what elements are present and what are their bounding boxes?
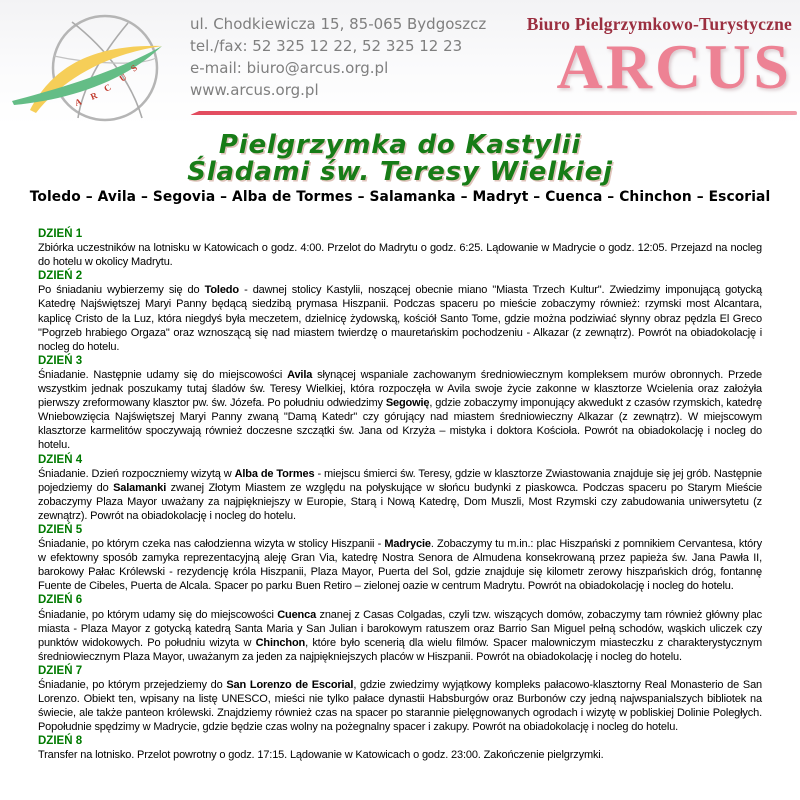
description-text: - dawnej stolicy Kastylii, noszącej obecnie miano "Miasta Trzech Kultur". Zwiedzimy imponującą gotycką Katedrę Najświętszej Maryi Panny będącą siedzibą prymasa Hiszpanii. Podczas spaceru po mieście zobaczymy również: rzymski most Alcantara, kaplicę Cristo de la Luz, która niegdyś była meczetem, dzielnicę żydowską, kościół Santo Tome, gdzie można podziwiać słynny obraz pędzla El Greco "Pogrzeb hrabiego Orgaza" oraz wznoszącą się nad miastem twierdzę o mauretańskim pochodzeniu - Alkazar (z zewnątrz). Powrót na obiadokolację i nocleg do hotelu. <box>38 284 763 353</box>
description-text: Zbiórka uczestników na lotnisku w Katowicach o godz. 4:00. Przelot do Madrytu o godz. 6:25. Lądowanie w Madrycie o godz. 12:05. Przejazd na nocleg do hotelu w okolicy Madrytu. <box>38 242 762 269</box>
contact-phone: tel./fax: 52 325 12 22, 52 325 12 23 <box>190 37 463 55</box>
page-title-line1: Pielgrzymka do Kastylii <box>218 130 582 160</box>
logo-letter-a: A <box>73 96 83 108</box>
logo-letter-s: S <box>128 62 140 74</box>
header-divider <box>190 111 797 115</box>
day-block <box>38 227 762 269</box>
highlighted-place: Toledo <box>204 284 239 297</box>
day-block <box>38 453 762 523</box>
highlighted-place: San Lorenzo de Escorial <box>226 679 354 691</box>
highlighted-place: Salamanki <box>113 481 167 494</box>
day-block <box>38 734 762 762</box>
day-label: DZIEŃ 6 <box>38 594 83 607</box>
contact-website: www.arcus.org.pl <box>190 81 319 99</box>
day-label: DZIEŃ 8 <box>38 735 83 748</box>
contact-info <box>190 13 486 101</box>
highlighted-place: Cuenca <box>277 608 317 621</box>
day-label: DZIEŃ 7 <box>38 664 83 677</box>
logo-letter-u: U <box>117 71 129 84</box>
route-line: Toledo – Avila – Segovia – Alba de Tormes – Salamanka – Madryt – Cuenca – Chinchon – Escorial <box>29 189 771 205</box>
highlighted-place: Madrycie <box>384 538 431 551</box>
contact-address: ul. Chodkiewicza 15, 85-065 Bydgoszcz <box>190 15 487 33</box>
day-label: DZIEŃ 5 <box>38 523 83 536</box>
day-description <box>38 537 762 593</box>
day-description <box>38 241 762 269</box>
description-text: , które było scenerią dla wielu filmów. Spacer malowniczym miasteczku z charakterystycznym średniowiecznym Plaza Mayor, uważanym za jeden za najpiękniejszych placów w Hiszpanii. Powrót na obiadokolację i nocleg do hotelu. <box>38 636 762 663</box>
page-title-line2: Śladami św. Teresy Wielkiej <box>187 157 613 187</box>
logo-letter-c: C <box>102 81 113 94</box>
description-text: znanej z Casas Colgadas, czyli tzw. wiszących domów, zobaczymy tam również główny plac miasta - Plaza Mayor z gotycką katedrą Santa Maria y San Julian i barokowym ratuszem oraz Barrio San Miguel pełną schodów, wąskich uliczek czy punktów widokowych. Po południu wizyta w <box>38 608 762 649</box>
highlighted-place: Alba de Tormes <box>234 467 315 480</box>
title-block <box>0 132 800 205</box>
highlighted-place: Segowię <box>385 397 430 410</box>
highlighted-place: Avila <box>287 368 313 381</box>
description-text: Śniadanie, po którym przejedziemy do <box>38 679 227 691</box>
description-text: Transfer na lotnisko. Przelot powrotny o godz. 17:15. Lądowanie w Katowicach o godz. 23:00. Zakończenie pielgrzymki. <box>38 749 604 762</box>
contact-email: e-mail: biuro@arcus.org.pl <box>190 59 389 77</box>
description-text: zwanej Złotym Miastem ze względu na połyskujące w słońcu budynki z piaskowca. Podczas spaceru po Starym Mieście zobaczymy Plaza Mayor uważany za najpiękniejszy w Europie, Starą i Nową Katedrę, Dom Muszli, Most Rzymski czy zabudowania uniwersytetu (z zewnątrz). Powrót na obiadokolację i nocleg do hotelu. <box>38 481 762 522</box>
description-text: - miejscu śmierci św. Teresy, gdzie w klasztorze Zwiastowania znajduje się jej grób. Następnie pojedziemy do <box>38 467 763 494</box>
day-description <box>38 467 762 523</box>
globe-logo-icon <box>10 6 178 128</box>
day-block <box>38 664 762 734</box>
brand-tagline: Biuro Pielgrzymkowo-Turystyczne <box>526 14 792 34</box>
description-text: Śniadanie, po którym czeka nas całodzienna wizyta w stolicy Hiszpanii - <box>38 538 385 551</box>
day-block <box>38 593 762 663</box>
description-text: Śniadanie. Następnie udamy się do miejscowości <box>38 368 288 381</box>
description-text: słynącej wspaniale zachowanym średniowiecznym kompleksem murów obronnych. Przede wszystkim jednak poszukamy tutaj śladów św. Teresy Wielkiej, która rozpoczęła w Avila swoje życie zakonne w klasztorze Wcielenia oraz założyła pierwszy zreformowany klasztor pw. św. Józefa. Po południu odwiedzimy <box>38 368 762 410</box>
brand-name: ARCUS <box>556 31 792 102</box>
day-label: DZIEŃ 3 <box>38 354 83 367</box>
description-text: Śniadanie. Dzień rozpoczniemy wizytą w <box>38 467 235 480</box>
day-description <box>38 748 762 762</box>
day-description <box>38 608 762 664</box>
day-description <box>38 283 762 353</box>
day-description <box>38 368 762 453</box>
itinerary <box>38 227 762 763</box>
arcus-logo <box>10 6 178 128</box>
day-label: DZIEŃ 2 <box>38 270 83 283</box>
day-description <box>38 678 762 734</box>
day-block <box>38 523 762 593</box>
description-text: , gdzie zobaczymy imponujący akwedukt z czasów rzymskich, katedrę Wniebowzięcia Najświętszej Maryi Panny zwaną "Damą Katedr" czy górujący nad miastem średniowieczny Alkazar (z zewnątrz). W miejscowym klasztorze karmelitów spoczywają również doczesne szczątki św. Jana od Krzyża – mistyka i doktora Kościoła. Powrót na obiadokolację i nocleg do hotelu. <box>38 397 762 452</box>
description-text: . Zobaczymy tu m.in.: plac Hiszpański z pomnikiem Cervantesa, który w efektowny sposób zamyka reprezentacyjną aleję Gran Via, katedrę Nostra Senora de Almudena konsekrowaną przez papieża św. Jana Pawła II, barokowy Pałac Królewski - rezydencję króla Hiszpanii, Plaza Mayor, Puerta del Sol, gdzie znajduje się kilometr zerowy hiszpańskich dróg, fontannę Fuente de Cibeles, Puerta de Alcala. Spacer po parku Buen Retiro – zielonej oazie w centrum Madrytu. Powrót na obiadokolację i nocleg do hotelu. <box>38 538 762 593</box>
logo-letter-r: R <box>89 90 99 102</box>
day-label: DZIEŃ 4 <box>38 453 83 466</box>
description-text: , gdzie zwiedzimy wyjątkowy kompleks pałacowo-klasztorny Real Monasterio de San Lorenzo. Obiekt ten, wpisany na listę UNESCO, mieści nie tylko pałace dynastii Habsburgów oraz Burbonów czy jedną najwspanialszych bibliotek na świecie, ale także panteon królewski. Znajdziemy również czas na spacer po starannie pielęgnowanych ogrodach i wizytę w pobliskiej Dolinie Poległych. Popołudnie spędzimy w Madrycie, gdzie będzie czas wolny na pożegnalny spacer i zakupy. Powrót na obiadokolację i nocleg do hotelu. <box>38 679 763 734</box>
brand-block <box>526 14 792 102</box>
day-label: DZIEŃ 1 <box>38 228 83 240</box>
description-text: Śniadanie, po którym udamy się do miejscowości <box>38 608 278 621</box>
description-text: Po śniadaniu wybierzemy się do <box>38 284 205 297</box>
day-block <box>38 269 762 354</box>
highlighted-place: Chinchon <box>255 636 306 649</box>
header <box>0 0 800 126</box>
day-block <box>38 354 762 453</box>
